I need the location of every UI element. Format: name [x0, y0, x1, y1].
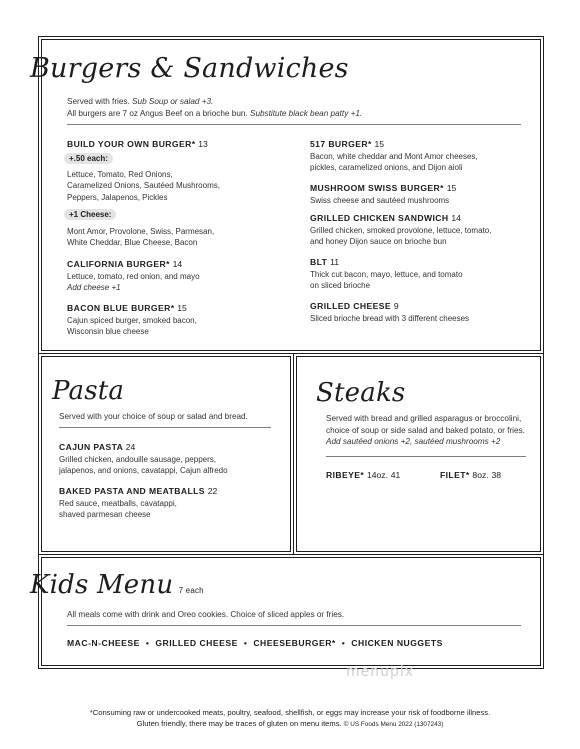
517-burger-name: 517 BURGER* 15 — [310, 139, 385, 149]
watermark: menupix — [346, 664, 415, 680]
bacon-blue-burger-desc: Cajun spiced burger, smoked bacon, Wisconsin blue cheese — [67, 316, 197, 337]
steaks-note: Served with bread and grilled asparagus or broccolini, choice of soup or side salad and baked potato, or fries. Add sautéed onions +2, sautéed mushrooms +2 — [326, 414, 525, 446]
kids-title: Kids Menu 7 each — [30, 570, 204, 600]
burgers-rule — [67, 124, 521, 125]
grilled-cheese-name: GRILLED CHEESE 9 — [310, 301, 399, 311]
517-burger-desc: Bacon, white cheddar and Mont Amor cheeses, pickles, caramelized onions, and Dijon aioli — [310, 152, 478, 173]
grilled-chicken-sandwich-name: GRILLED CHICKEN SANDWICH 14 — [310, 213, 461, 223]
cajun-pasta-name: CAJUN PASTA 24 — [59, 442, 136, 452]
kids-item: MAC-N-CHEESE — [67, 638, 140, 648]
grilled-chicken-sandwich-desc: Grilled chicken, smoked provolone, lettuce, tomato, and honey Dijon sauce on brioche bun — [310, 226, 492, 247]
per-topping-price-badge: +.50 each: — [64, 153, 113, 164]
mushroom-swiss-burger-name: MUSHROOM SWISS BURGER* 15 — [310, 183, 457, 193]
ribeye-name: RIBEYE* 14oz. 41 — [326, 470, 401, 480]
pasta-note: Served with your choice of soup or salad and bread. — [59, 412, 248, 421]
grilled-cheese-desc: Sliced brioche bread with 3 different cheeses — [310, 314, 470, 323]
steaks-rule — [326, 456, 526, 457]
bacon-blue-burger-name: BACON BLUE BURGER* 15 — [67, 303, 187, 313]
footer-disclaimer: *Consuming raw or undercooked meats, poultry, seafood, shellfish, or eggs may increase your risk of foodborne illness. Gluten friendly, there may be traces of gluten on menu items. © US Foods Menu 2022 (1307243) — [89, 708, 491, 728]
build-your-own-burger-name: BUILD YOUR OWN BURGER* 13 — [67, 139, 208, 149]
cheese-options: Mont Amor, Provolone, Swiss, Parmesan, White Cheddar, Blue Cheese, Bacon — [67, 227, 215, 248]
cheese-price-badge: +1 Cheese: — [64, 209, 116, 220]
kids-item: GRILLED CHEESE — [155, 638, 238, 648]
mushroom-swiss-burger-desc: Swiss cheese and sautéed mushrooms — [310, 196, 450, 205]
blt-desc: Thick cut bacon, mayo, lettuce, and tomato on sliced brioche — [310, 270, 463, 291]
steaks-title: Steaks — [316, 378, 406, 408]
baked-pasta-desc: Red sauce, meatballs, cavatappi, shaved parmesan cheese — [59, 499, 177, 520]
topping-options: Lettuce, Tomato, Red Onions, Caramelized Onions, Sautéed Mushrooms, Peppers, Jalapenos, Pickles — [67, 170, 220, 202]
cajun-pasta-desc: Grilled chicken, andouille sausage, peppers, jalapenos, and onions, cavatappi, Cajun alfredo — [59, 455, 228, 476]
kids-item: CHICKEN NUGGETS — [351, 638, 443, 648]
pasta-title: Pasta — [52, 376, 125, 406]
california-burger-name: CALIFORNIA BURGER* 14 — [67, 259, 183, 269]
pasta-rule — [59, 427, 271, 428]
burgers-title: Burgers & Sandwiches — [30, 53, 349, 84]
kids-note: All meals come with drink and Oreo cookies. Choice of sliced apples or fries. — [67, 610, 345, 619]
california-burger-desc: Lettuce, tomato, red onion, and mayo Add cheese +1 — [67, 272, 200, 293]
filet-name: FILET* 8oz. 38 — [440, 470, 502, 480]
blt-name: BLT 11 — [310, 257, 339, 267]
burgers-note-line2: All burgers are 7 oz Angus Beef on a brioche bun. Substitute black bean patty +1. — [67, 108, 363, 118]
kids-item: CHEESEBURGER* — [253, 638, 336, 648]
kids-rule — [67, 625, 521, 626]
burgers-note-line1: Served with fries. Sub Soup or salad +3. — [67, 97, 214, 106]
kids-items-list: MAC-N-CHEESE • GRILLED CHEESE • CHEESEBURGER* • CHICKEN NUGGETS — [67, 638, 443, 648]
baked-pasta-name: BAKED PASTA AND MEATBALLS 22 — [59, 486, 218, 496]
